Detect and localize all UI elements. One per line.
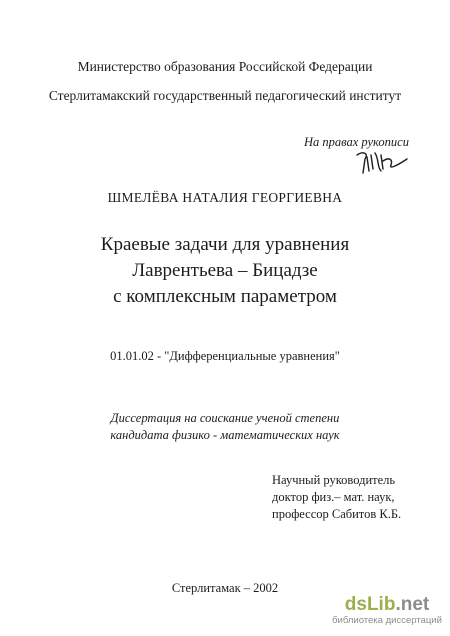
specialty-code: 01.01.02 - "Дифференциальные уравнения" — [110, 349, 340, 363]
title-line-2: Лаврентьева – Бицадзе — [132, 260, 318, 281]
institute-heading: Стерлитамакский государственный педагогический институт — [48, 88, 402, 103]
watermark-brand-main: dsLib — [344, 594, 396, 615]
supervisor-line-3: профессор Сабитов К.Б. — [272, 507, 402, 521]
title-line-1: Краевые задачи для уравнения — [100, 234, 350, 255]
title-line-3: с комплексным параметром — [113, 286, 337, 307]
supervisor-block — [272, 472, 401, 523]
purpose-line-1: Диссертация на соискание ученой степени — [110, 411, 340, 425]
ministry-heading: Министерство образования Российской Федерации — [77, 59, 373, 74]
dissertation-title — [0, 232, 450, 310]
dissertation-purpose — [0, 410, 450, 444]
author-name: ШМЕЛЁВА НАТАЛИЯ ГЕОРГИЕВНА — [107, 190, 343, 205]
watermark-brand — [332, 595, 442, 615]
purpose-line-2: кандидата физико - математических наук — [110, 428, 340, 442]
manuscript-note: На правах рукописи — [304, 135, 409, 149]
supervisor-line-1: Научный руководитель — [272, 473, 396, 487]
watermark-subtitle: библиотека диссертаций — [332, 615, 442, 626]
handwritten-signature — [353, 147, 411, 177]
watermark-brand-suffix: .net — [395, 594, 430, 615]
watermark-logo — [332, 595, 442, 627]
supervisor-line-2: доктор физ.– мат. наук, — [272, 490, 395, 504]
city-year: Стерлитамак – 2002 — [171, 581, 279, 595]
